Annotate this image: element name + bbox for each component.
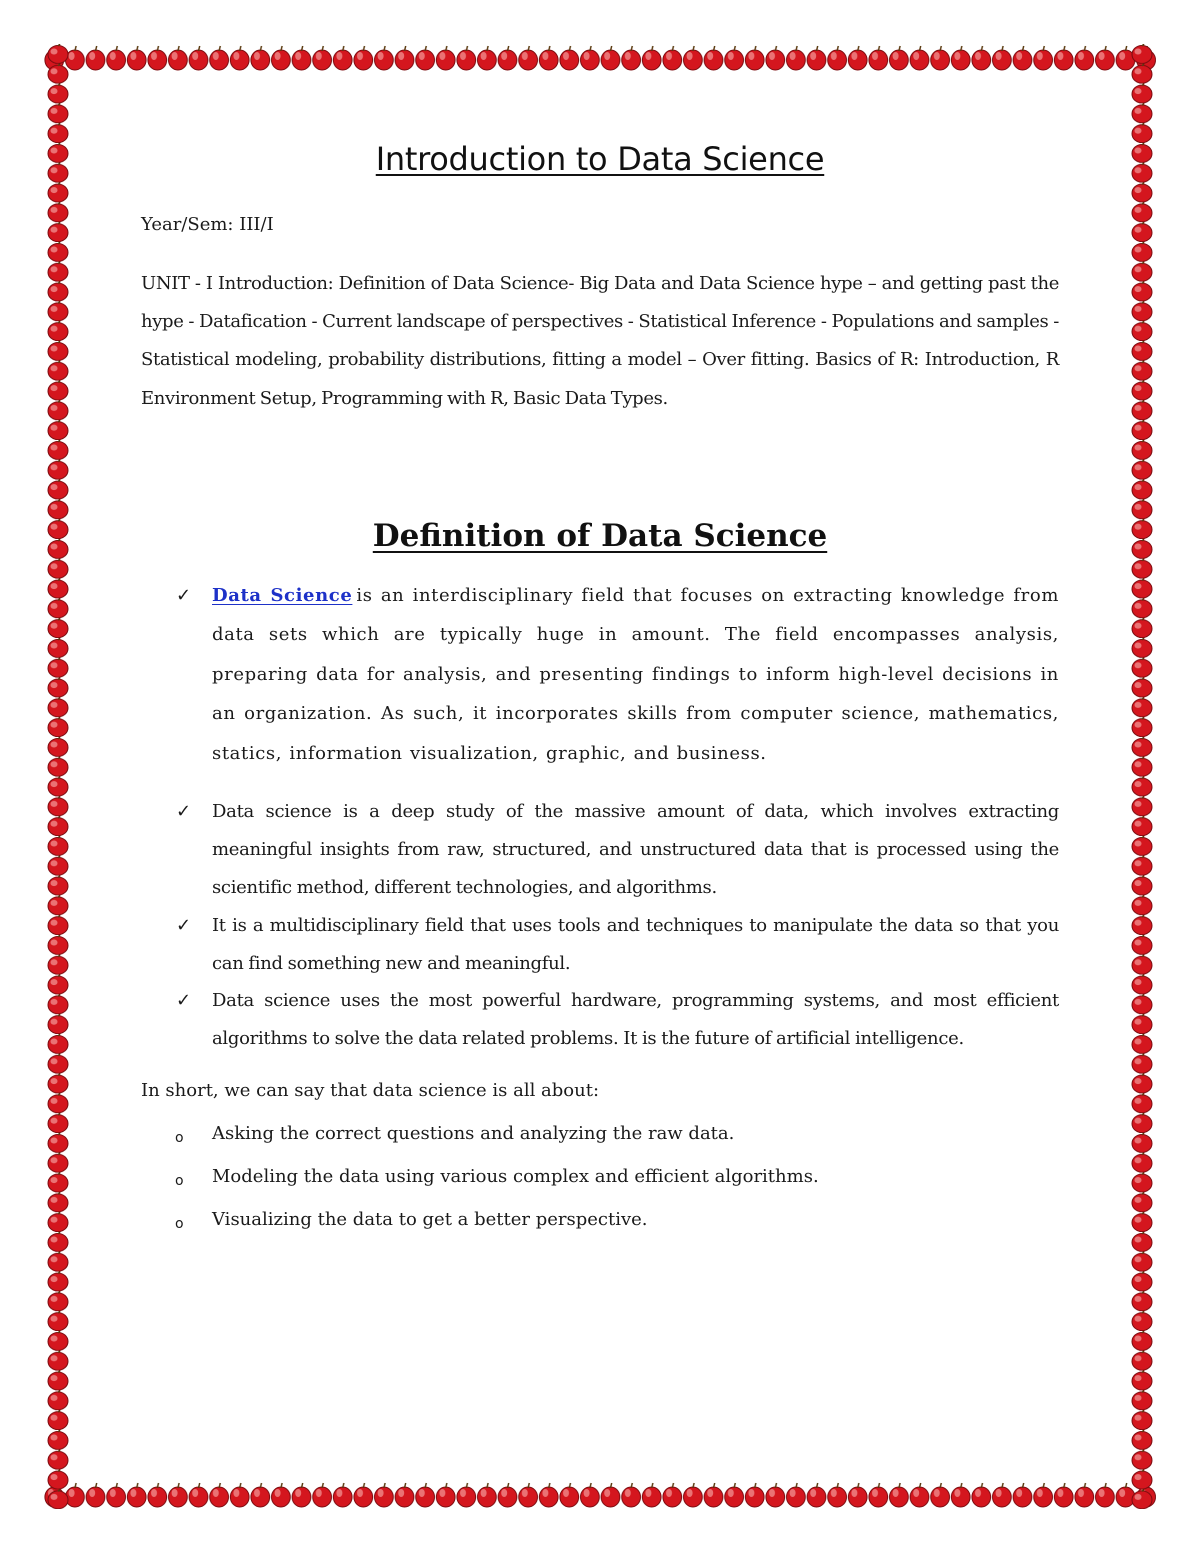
checkmark-icon: ✓ bbox=[176, 914, 191, 936]
data-science-link[interactable]: Data Science bbox=[212, 584, 353, 606]
unit-description: UNIT - I Introduction: Definition of Data Science- Big Data and Data Science hype – and getting past the hype - Datafication - Current landscape of perspectives - Statistical Inference - Populations and samples - Statistical modeling, probability distributions, fitting a model – Over fitting. Basics of R: Introduction, R Environment Setup, Programming with R, Basic Data Types. bbox=[141, 273, 1059, 409]
summary-intro: In short, we can say that data science is all about: bbox=[141, 1079, 600, 1101]
list-item-text: It is a multidisciplinary field that uses tools and techniques to manipulate the data so that you can find something new and meaningful. bbox=[212, 914, 1059, 974]
apple-border-right bbox=[1128, 44, 1156, 1509]
summary-list bbox=[141, 1123, 1059, 1231]
list-item-text: Data science uses the most powerful hardware, programming systems, and most efficient algorithms to solve the data related problems. It is the future of artificial intelligence. bbox=[212, 990, 1059, 1050]
checkmark-icon: ✓ bbox=[176, 584, 192, 606]
checkmark-icon: ✓ bbox=[176, 801, 191, 823]
section-title: Definition of Data Science bbox=[372, 517, 828, 554]
list-item bbox=[141, 576, 1059, 774]
list-item bbox=[141, 1166, 1059, 1188]
list-item bbox=[141, 907, 1059, 983]
list-item-text: is an interdisciplinary field that focuses on extracting knowledge from data sets which are typically huge in amount. The field encompasses analysis, preparing data for analysis, and presenting findings to inform high-level decisions in an organization. As such, it incorporates skills from computer science, mathematics, statics, information visualization, graphic, and business. bbox=[212, 584, 1059, 764]
list-item bbox=[141, 982, 1059, 1058]
circle-bullet-icon: o bbox=[175, 1215, 184, 1232]
list-item-text: Visualizing the data to get a better perspective. bbox=[212, 1208, 648, 1230]
apple-border-bottom bbox=[44, 1481, 1156, 1509]
apple-border-left bbox=[44, 44, 72, 1509]
definition-list bbox=[141, 576, 1059, 1058]
checkmark-icon: ✓ bbox=[176, 990, 191, 1012]
list-item bbox=[141, 793, 1059, 906]
list-item-text: Data science is a deep study of the massive amount of data, which involves extracting meaningful insights from raw, structured, and unstructured data that is processed using the scientific method, different technologies, and algorithms. bbox=[212, 801, 1059, 898]
page-content bbox=[141, 140, 1059, 1252]
circle-bullet-icon: o bbox=[175, 1172, 184, 1189]
list-item-text: Asking the correct questions and analyzing the raw data. bbox=[212, 1122, 735, 1144]
list-item bbox=[141, 1209, 1059, 1231]
page-title: Introduction to Data Science bbox=[375, 140, 825, 178]
year-sem: Year/Sem: III/I bbox=[141, 214, 274, 235]
list-item bbox=[141, 1123, 1059, 1145]
list-item-text: Modeling the data using various complex and efficient algorithms. bbox=[212, 1165, 819, 1187]
apple-border-top bbox=[44, 44, 1156, 72]
circle-bullet-icon: o bbox=[175, 1129, 184, 1146]
